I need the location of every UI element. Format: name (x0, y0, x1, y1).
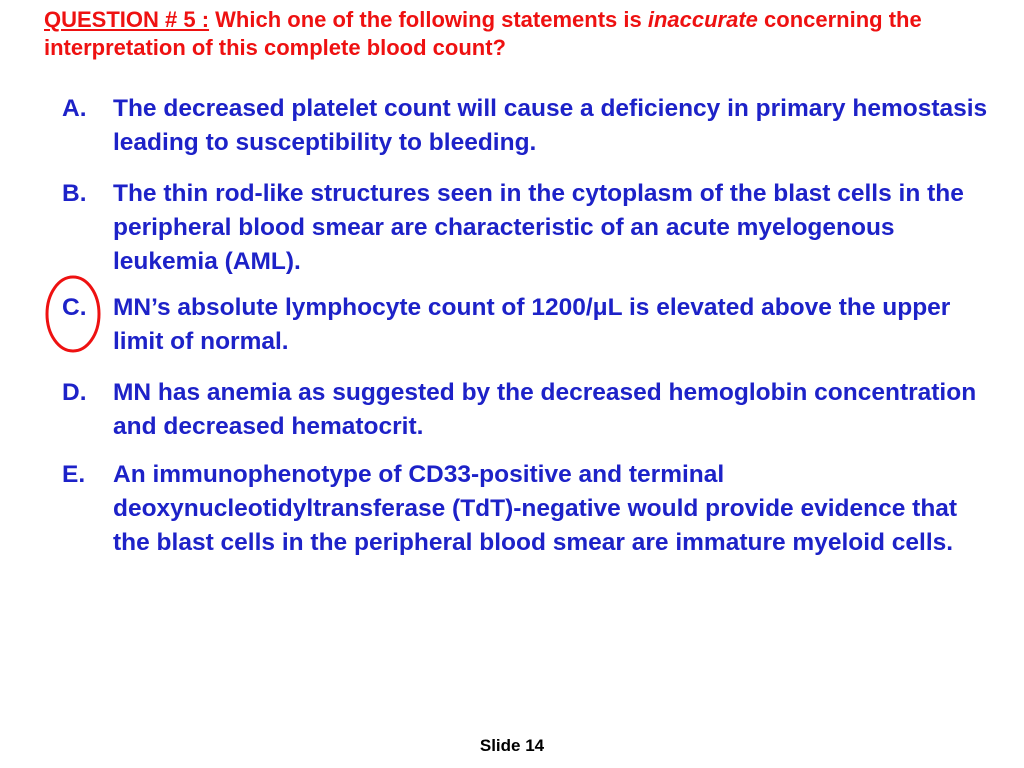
option-text: MN’s absolute lymphocyte count of 1200/μL is elevated above the upper limit of normal. (113, 294, 951, 355)
answer-circle-mark (44, 270, 104, 360)
option-text: MN has anemia as suggested by the decreased hemoglobin concentration and decreased hematocrit. (113, 379, 977, 440)
option-letter: D. (62, 379, 87, 406)
question-emphasis: inaccurate (647, 7, 758, 32)
question-text-before: Which one of the following statements is (209, 7, 648, 32)
option-text: The decreased platelet count will cause a deficiency in primary hemostasis leading to susceptibility to bleeding. (113, 95, 988, 156)
option-text: The thin rod-like structures seen in the cytoplasm of the blast cells in the peripheral blood smear are characteristic of an acute myelogenous leukemia (AML). (113, 180, 964, 275)
option-letter: E. (62, 461, 86, 488)
question-text-after: concerning the interpretation of this complete blood count? (44, 7, 922, 60)
option-letter: B. (62, 180, 87, 207)
slide-number: Slide 14 (479, 736, 545, 755)
question-label: QUESTION # 5 : (44, 7, 210, 32)
option-letter: C. (62, 294, 87, 321)
answer-circle-ellipse (47, 277, 99, 351)
option-text: An immunophenotype of CD33-positive and terminal deoxynucleotidyltransferase (TdT)-negative would provide evidence that the blast cells in the peripheral blood smear are immature myeloid cells. (113, 461, 958, 556)
option-letter: A. (62, 95, 87, 122)
